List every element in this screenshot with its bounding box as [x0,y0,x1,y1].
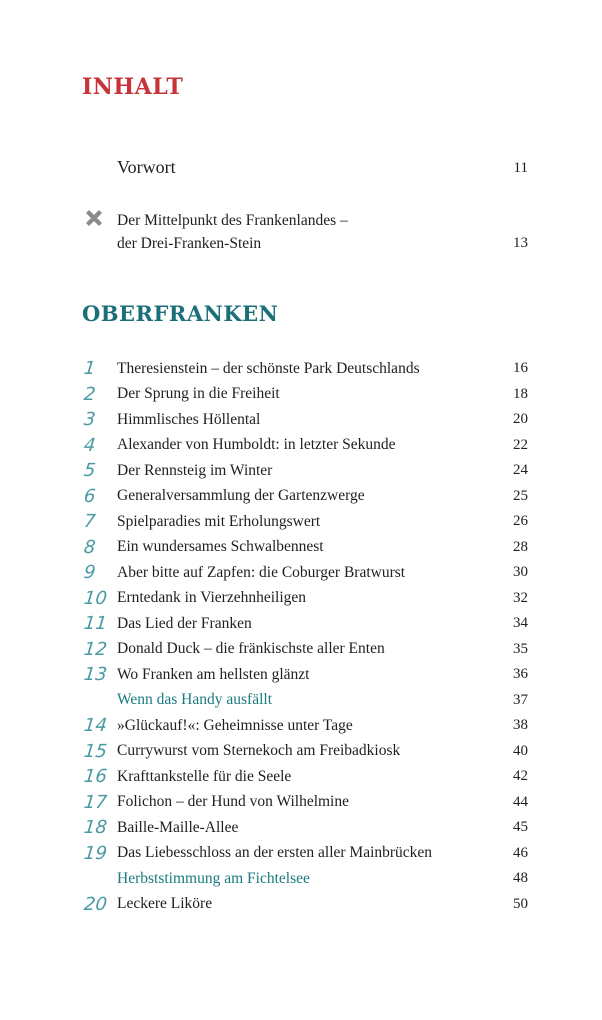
contents-heading: INHALT [82,74,184,100]
entry-title: Leckere Liköre [117,895,213,913]
toc-entry[interactable] [80,560,528,586]
toc-entry[interactable] [80,688,528,714]
toc-entry[interactable] [80,790,528,816]
page-number: 18 [513,385,528,402]
entry-title: Donald Duck – die fränkischste aller Enten [117,640,385,658]
entry-title-line1: Der Mittelpunkt des Frankenlandes – [117,212,348,229]
toc-entry[interactable] [80,611,528,637]
entry-number: 17 [82,791,109,813]
toc-entry[interactable] [80,815,528,841]
entry-number: 9 [82,562,97,584]
toc-entry[interactable] [80,713,528,739]
entry-title: Folichon – der Hund von Wilhelmine [117,793,349,811]
cross-icon [84,208,104,228]
toc-entry[interactable] [80,382,528,408]
entry-number: 14 [82,715,109,737]
entry-title: Vorwort [117,157,176,177]
toc-entry[interactable] [80,535,528,561]
entry-title: Generalversammlung der Gartenzwerge [117,487,365,505]
page-number: 32 [513,589,528,606]
toc-entry[interactable] [80,866,528,892]
page-number: 38 [513,717,528,734]
entry-title: Wo Franken am hellsten glänzt [117,665,310,683]
toc-entry[interactable] [80,356,528,382]
entry-number: 15 [82,740,109,762]
entry-title: Spielparadies mit Erholungswert [117,512,321,530]
page-number: 30 [513,564,528,581]
entry-number: 18 [82,817,109,839]
entry-title: Himmlisches Höllental [117,410,261,428]
entry-number: 11 [82,613,109,635]
toc-entry[interactable] [80,484,528,510]
entry-title: Der Sprung in die Freiheit [117,385,280,403]
page-number: 48 [513,870,528,887]
page-number: 34 [513,615,528,632]
entry-number: 7 [82,511,97,533]
entry-title: Das Liebesschloss an der ersten aller Mainbrücken [117,844,433,862]
page-number: 36 [513,666,528,683]
entry-title: Krafttankstelle für die Seele [117,767,292,785]
entry-number: 1 [82,358,97,380]
toc-entry[interactable] [80,662,528,688]
toc-entry[interactable] [80,764,528,790]
entry-number: 2 [82,383,97,405]
page-number: 25 [513,487,528,504]
toc-entry[interactable] [80,433,528,459]
page-number: 28 [513,538,528,555]
entry-number: 13 [82,664,109,686]
toc-entry[interactable] [80,637,528,663]
page-number: 42 [513,768,528,785]
page-number: 13 [513,235,528,251]
page-number: 46 [513,844,528,861]
entry-number: 20 [82,893,109,915]
page-number: 44 [513,793,528,810]
toc-entry-mittelpunkt[interactable] [84,209,528,255]
entry-number: 10 [82,587,109,609]
entry-title-line2: der Drei-Franken-Stein [117,235,262,252]
entry-number: 5 [82,460,97,482]
entry-title: Ein wundersames Schwalbennest [117,538,324,556]
entry-number: 4 [82,434,97,456]
page-number: 24 [513,462,528,479]
page-number: 37 [513,691,528,708]
entry-title: Theresienstein – der schönste Park Deutschlands [117,359,420,377]
toc-entry[interactable] [80,841,528,867]
page-number: 20 [513,411,528,428]
entry-number: 19 [82,842,109,864]
toc-entry[interactable] [80,892,528,918]
toc-entry[interactable] [80,509,528,535]
entry-number: 16 [82,766,109,788]
toc-entry[interactable] [80,586,528,612]
page-number: 26 [513,513,528,530]
entry-title: Wenn das Handy ausfällt [117,691,272,709]
page-number: 11 [513,160,528,176]
entry-title: Das Lied der Franken [117,614,252,632]
page-number: 16 [513,360,528,377]
page-number: 22 [513,436,528,453]
page-number: 45 [513,819,528,836]
entry-title: Aber bitte auf Zapfen: die Coburger Bratwurst [117,563,406,581]
page-number: 40 [513,742,528,759]
entry-title: Erntedank in Vierzehnheiligen [117,589,307,607]
entry-number: 12 [82,638,109,660]
entry-title: Currywurst vom Sternekoch am Freibadkiosk [117,742,401,760]
entry-title: Baille-Maille-Allee [117,818,239,836]
page-number: 50 [513,895,528,912]
toc-entry[interactable] [80,458,528,484]
toc-list [80,356,528,917]
toc-entry-vorwort[interactable] [117,157,528,178]
toc-entry[interactable] [80,739,528,765]
page-number: 35 [513,640,528,657]
section-heading-oberfranken: OBERFRANKEN [82,301,279,326]
toc-entry[interactable] [80,407,528,433]
entry-title: Alexander von Humboldt: in letzter Sekunde [117,436,396,454]
entry-title: Herbststimmung am Fichtelsee [117,869,310,887]
entry-title: Der Rennsteig im Winter [117,461,273,479]
entry-number: 3 [82,409,97,431]
entry-title: »Glückauf!«: Geheimnisse unter Tage [117,716,353,734]
entry-number: 8 [82,536,97,558]
entry-number: 6 [82,485,97,507]
